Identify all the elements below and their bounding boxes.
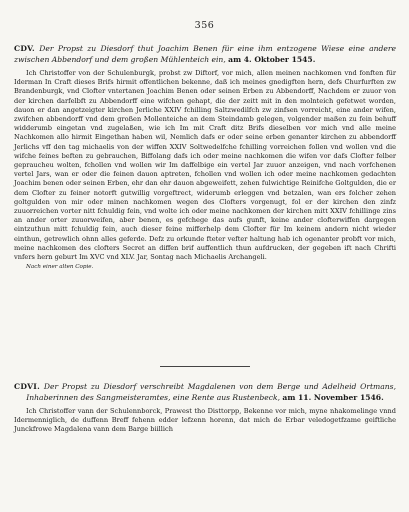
entry-heading <box>14 382 396 403</box>
document-entry <box>14 44 396 270</box>
entry-title: Der Propst zu Diesdorf thut Joachim Benen für eine ihm entzogene Wiese eine andere zwischen Abbendorf und dem großen Mühlenteich ein, <box>14 44 396 64</box>
entry-body: Ich Christoffer von der Schulenburgk, probst zw Diftorf, vor mich, allen meinen nachkomen vnd fonften für Iderman In Craft dieses Brifs hirmit offentlichen bekenne, daß ich meines gnedigften hern, defs Churfurften zw Brandenburgk, vnd Clofter vntertanen Joachim Benen oder seinen Erben zu Abbendorff, Nachdem er zuuor von der kirchen darfelbft zu Abbendorff eine wifchen gehapt, die der zeitt mit in den molnteich gefetwet worden, dauon er dan angetzeigter kirchen Jerliche XXIV fchilling Saltzwedilfch zw zinfsen vorreicht, eine ander wifen, zwifchen abbendorff vnd dem großen Mollenteiche an dem Steindamb gelegen, volgender maßen zu fein behuff widderumb eingetan vnd zugelaßen, wie ich Im mit Craft ditz Brifs dieselben vor mich vnd alle meine Nachkomen allo hirmit Eingethan haben wil, Nemlich dafs er oder seine erben genanter kirchen zu abbendorff Jerlichs vff den tag michaelis von der wiffen XXIV Soltwedelfche fchilling vorreichen follen vnd wollen vnd die wifche feines beften zu gebrauchen, Biffolang dafs ich oder meine nachkomen die wifen vor dafs Clofter felber gepraucheu wolten, fchollen vnd wollen wir Im daffelbige ein vertel Jar zuuor anzeigen, vnd nach vorfchenen vertel Jars, wan er oder die feinen dauon aptreten, fchollen vnd wollen ich oder meine nachkomen gedachten Joachim benen oder seinen Erben, ehr dan ehr dauon abgeweifett, zehen fulwichtige Reinifche Goltgulden, die er dem Clofter zu feiner notorft gutwillig vorgeftrect, widerumb erleggen vnd betzalen, wan ers folcher zehen goltgulden von mir oder minen nachkomen wegen des Clofters vorgenugt, fol er der kirchen den zinfz zuuorreichen vorter nitt fchuldig fein, vnd wolte ich oder meine nachkomen der kirchen mitt XXIV fchillinge zins an ander orter zuuorweifen, aber benen, es gefchege das aufs gunft, keine ander clofterwiffen dargegen eintzuthun mitt fchuldig fein, auch dieser feine mifferhelp dem Clofter für Im keinem andern nicht wieder einthun, getrewlich ohnn alles geferde. Defz zu orkunde fteter vefter haltung hab ich ogenanter probft vor mich, meine nachkomen des clofters Secret an diffen brif auffentlich thun aufdrucken, der gegeben ift nach Chrifti vnfers hern geburt Im XVC vnd XLV. Jar, Sontag nach Michaelis Archangeli. <box>14 69 396 262</box>
entry-number: CDV. <box>14 44 35 53</box>
entry-date: am 4. Oktober 1545. <box>228 54 316 64</box>
entry-date: am 11. November 1546. <box>282 392 384 402</box>
document-entry <box>14 382 396 435</box>
entry-heading <box>14 44 396 65</box>
entry-title: Der Propst zu Diesdorf verschreibt Magdalenen von dem Berge und Adelheid Ortmans, Inhaberinnen des Sangmeisteramtes, eine Rente aus Rustenbeck, <box>26 382 396 402</box>
entry-number: CDVI. <box>14 382 41 391</box>
entry-body: Ich Christoffer vann der Schulennborck, Prawest tho Disttorpp, Bekenne vor mich, myne nhakomelinge vnnd Idermenniglich, de duffenn Breff fehenn edder lefzenn horenn, dat mich de Erbar veledogetfzame geiftliche Junckfrowe Magdalena vann dem Barge biillich <box>14 407 396 434</box>
entry-source-note: Nach einer alten Copie. <box>26 264 94 271</box>
page-number: 356 <box>194 20 215 31</box>
section-divider <box>160 366 250 367</box>
